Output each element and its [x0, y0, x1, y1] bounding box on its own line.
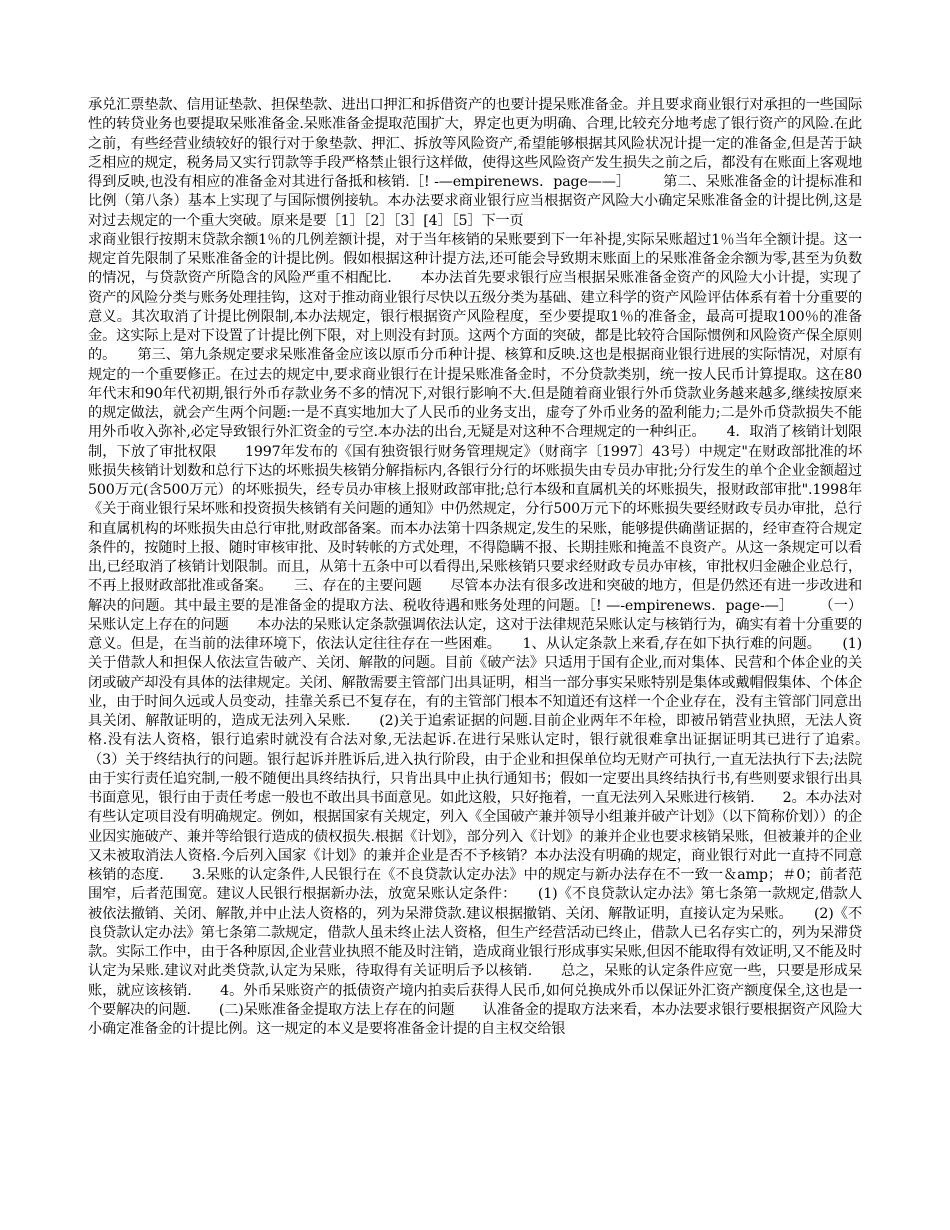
paragraph-1: 承兑汇票垫款、信用证垫款、担保垫款、进出口押汇和拆借资产的也要计提呆账准备金。并且要求商业银行对承担的一些国际性的转贷业务也要提取呆账准备金.呆账准备金提取范围扩大，界定也更为明确、合理,比较充分地考虑了银行资产的风险.在此之前，有些经营业绩较好的银行对于象垫款、押汇、拆放等风险资产,希望能够根据其风险状况计提一定的准备金,但是苦于缺乏相应的规定，税务局又实行罚款等手段严格禁止银行这样做，使得这些风险资产发生损失之前之后，都没有在账面上客观地得到反映,也没有相应的准备金对其进行备抵和核销.［! -—empirenews．page——］ 第二、呆账准备金的计提标准和比例（第八条）基本上实现了与国际惯例接轨。本办法要求商业银行应当根据资产风险大小确定呆账准备金的计提比例,这是对过去规定的一个重大突破。原来是要［1］［2］［3］[4］［5］下一页: [88, 97, 862, 229]
paragraph-2: 求商业银行按期末贷款余额1％的几例差额计提，对于当年核销的呆账要到下一年补提,实际呆账超过1％当年全额计提。这一规定首先限制了呆账准备金的计提比例。假如根据这种计提方法,还可能会导致期末账面上的呆账准备金余额为零,甚至为负数的情况，与贷款资产所隐含的风险严重不相配比. 本办法首先要求银行应当根据呆账准备金资产的风险大小计提，实现了资产的风险分类与账务处理挂钩，这对于推动商业银行尽快以五级分类为基础、建立科学的资产风险评估体系有着十分重要的意义。其次取消了计提比例限制,本办法规定，银行根据资产风险程度，至少要提取1％的准备金，最高可提取100％的准备金。这实际上是对下设置了计提比例下限，对上则没有封顶。这两个方面的突破，都是比较符合国际惯例和风险资产保全原则的。 第三、第九条规定要求呆账准备金应该以原币分币种计提、核算和反映.这也是根据商业银行进展的实际情况，对原有规定的一个重要修正。在过去的规定中,要求商业银行在计提呆账准备金时，不分贷款类别，统一按人民币计算提取。这在80年代末和90年代初期,银行外币存款业务不多的情况下,对银行影响不大.但是随着商业银行外币贷款业务越来越多,继续按原来的规定做法，就会产生两个问题:一是不真实地加大了人民币的业务支出，虚夸了外币业务的盈利能力;二是外币贷款损失不能用外币收入弥补,必定导致银行外汇资金的亏空.本办法的出台,无疑是对这种不合理规定的一种纠正。 4．取消了核销计划限制，下放了审批权限 1997年发布的《国有独资银行财务管理规定》（财商字〔1997〕43号）中规定"在财政部批准的坏账损失核销计划数和总行下达的坏账损失核销分解指标内,各银行分行的坏账损失由专员办审批;分行发生的单个企业金额超过500万元(含500万元）的坏账损失，经专员办审核上报财政部审批;总行本级和直属机关的坏账损失，报财政部审批".1998年《关于商业银行呆坏账和投资损失核销有关问题的通知》中仍然规定，分行500万元下的坏账损失要经财政专员办审批，总行和直属机构的坏账损失由总行审批,财政部备案。而本办法第十四条规定,发生的呆账，能够提供确凿证据的，经审查符合规定条件的，按随时上报、随时审核审批、及时转帐的方式处理，不得隐瞒不报、长期挂账和掩盖不良资产。从这一条规定可以看出,已经取消了核销计划限制。而且，从第十五条中可以看得出,呆账核销只要求经财政专员办审核，审批权归金融企业总行，不再上报财政部批准或备案。 三、存在的主要问题 尽管本办法有很多改进和突破的地方，但是仍然还有进一步改进和解决的问题。其中最主要的是准备金的提取方法、税收待遇和账务处理的问题。［! —-empirenews．page-—］ （一）呆账认定上存在的问题 本办法的呆账认定条款强调依法认定，这对于法律规范呆账认定与核销行为，确实有着十分重要的意义。但是，在当前的法律环境下，依法认定往往存在一些困难。 1、从认定条款上来看,存在如下执行难的问题。 (1)关于借款人和担保人依法宣告破产、关闭、解散的问题。目前《破产法》只适用于国有企业,而对集体、民营和个体企业的关闭或破产却没有具体的法律规定。关闭、解散需要主管部门出具证明，相当一部分事实呆账特别是集体或戴帽假集体、个体企业，由于时间久远或人员变动，挂靠关系已不复存在，有的主管部门根本不知道还有这样一个企业存在，没有主管部门同意出具关闭、解散证明的，造成无法列入呆账. (2)关于追索证据的问题.目前企业两年不年检，即被吊销营业执照，无法人资格.没有法人资格，银行追索时就没有合法对象,无法起诉.在进行呆账认定时，银行就很难拿出证据证明其已进行了追索。 （3）关于终结执行的问题。银行起诉并胜诉后,进入执行阶段，由于企业和担保单位均无财产可执行,一直无法执行下去;法院由于实行责任追究制,一般不随便出具终结执行，只肯出具中止执行通知书；假如一定要出具终结执行书,有些则要求银行出具书面意见，银行由于责任考虑一般也不敢出具书面意见。如此这般，只好拖着，一直无法列入呆账进行核销. 2。本办法对有些认定项目没有明确规定。例如，根据国家有关规定，列入《全国破产兼并领导小组兼并破产计划》（以下简称价划））的企业因实施破产、兼并等给银行造成的债权损失.根据《计划》，部分列入《计划》的兼并企业也要求核销呆账，但被兼并的企业又未被取消法人资格.今后列入国家《计划》的兼并企业是否不予核销？本办法没有明确的规定，商业银行对此一直持不同意核销的态度. 3.呆账的认定条件,人民银行在《不良贷款认定办法》中的规定与新办法存在不一致一＆amp；＃0；前者范围窄，后者范围宽。建议人民银行根据新办法，放宽呆账认定条件： (1)《不良贷款认定办法》第七条第一款规定,借款人被依法撤销、关闭、解散,并中止法人资格的，列为呆滞贷款.建议根据撤销、关闭、解散证明，直接认定为呆账。 (2)《不良贷款认定办法》第七条第二款规定，借款人虽未终止法人资格，但生产经营活动已终止，借款人已名存实亡的，列为呆滞贷款。实际工作中，由于各种原因,企业营业执照不能及时注销，造成商业银行形成事实呆账,但因不能取得有效证明,又不能及时认定为呆账.建议对此类贷款,认定为呆账，待取得有关证明后予以核销. 总之，呆账的认定条件应宽一些，只要是形成呆账，就应该核销. 4。外币呆账资产的抵债资产境内拍卖后获得人民币,如何兑换成外币以保证外汇资产额度保全,这也是一个要解决的问题. (二)呆账准备金提取方法上存在的问题 认准备金的提取方法来看，本办法要求银行要根据资产风险大小确定准备金的计提比例。这一规定的本义是要将准备金计提的自主权交给银: [88, 231, 891, 1037]
document-page: [88, 96, 891, 1216]
